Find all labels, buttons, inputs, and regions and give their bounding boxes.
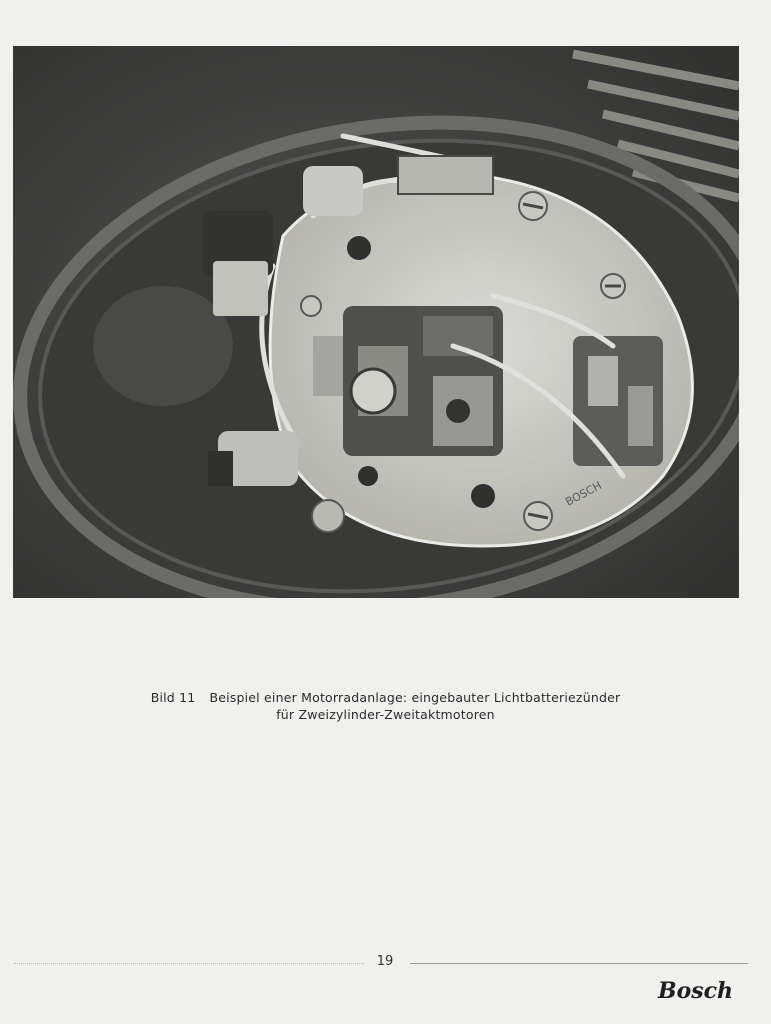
bosch-logo-text: Bosch bbox=[658, 978, 734, 1004]
caption-line-1 bbox=[0, 689, 771, 706]
figure-photo-ignition-unit bbox=[13, 46, 739, 598]
photo-bosch-text: BOSCH bbox=[563, 478, 604, 509]
caption-label: Bild 11 bbox=[150, 690, 196, 705]
footer-divider-right bbox=[410, 963, 748, 964]
bosch-logo bbox=[656, 974, 752, 1006]
caption-text-line-1: Beispiel einer Motorradanlage: eingebauter Lichtbatteriezünder bbox=[209, 690, 621, 705]
page-number: 19 bbox=[376, 954, 394, 969]
ignition-unit-illustration bbox=[13, 46, 739, 598]
figure-caption bbox=[0, 689, 771, 723]
footer-divider-left bbox=[14, 963, 364, 964]
caption-text-line-2: für Zweizylinder-Zweitaktmotoren bbox=[276, 707, 495, 722]
